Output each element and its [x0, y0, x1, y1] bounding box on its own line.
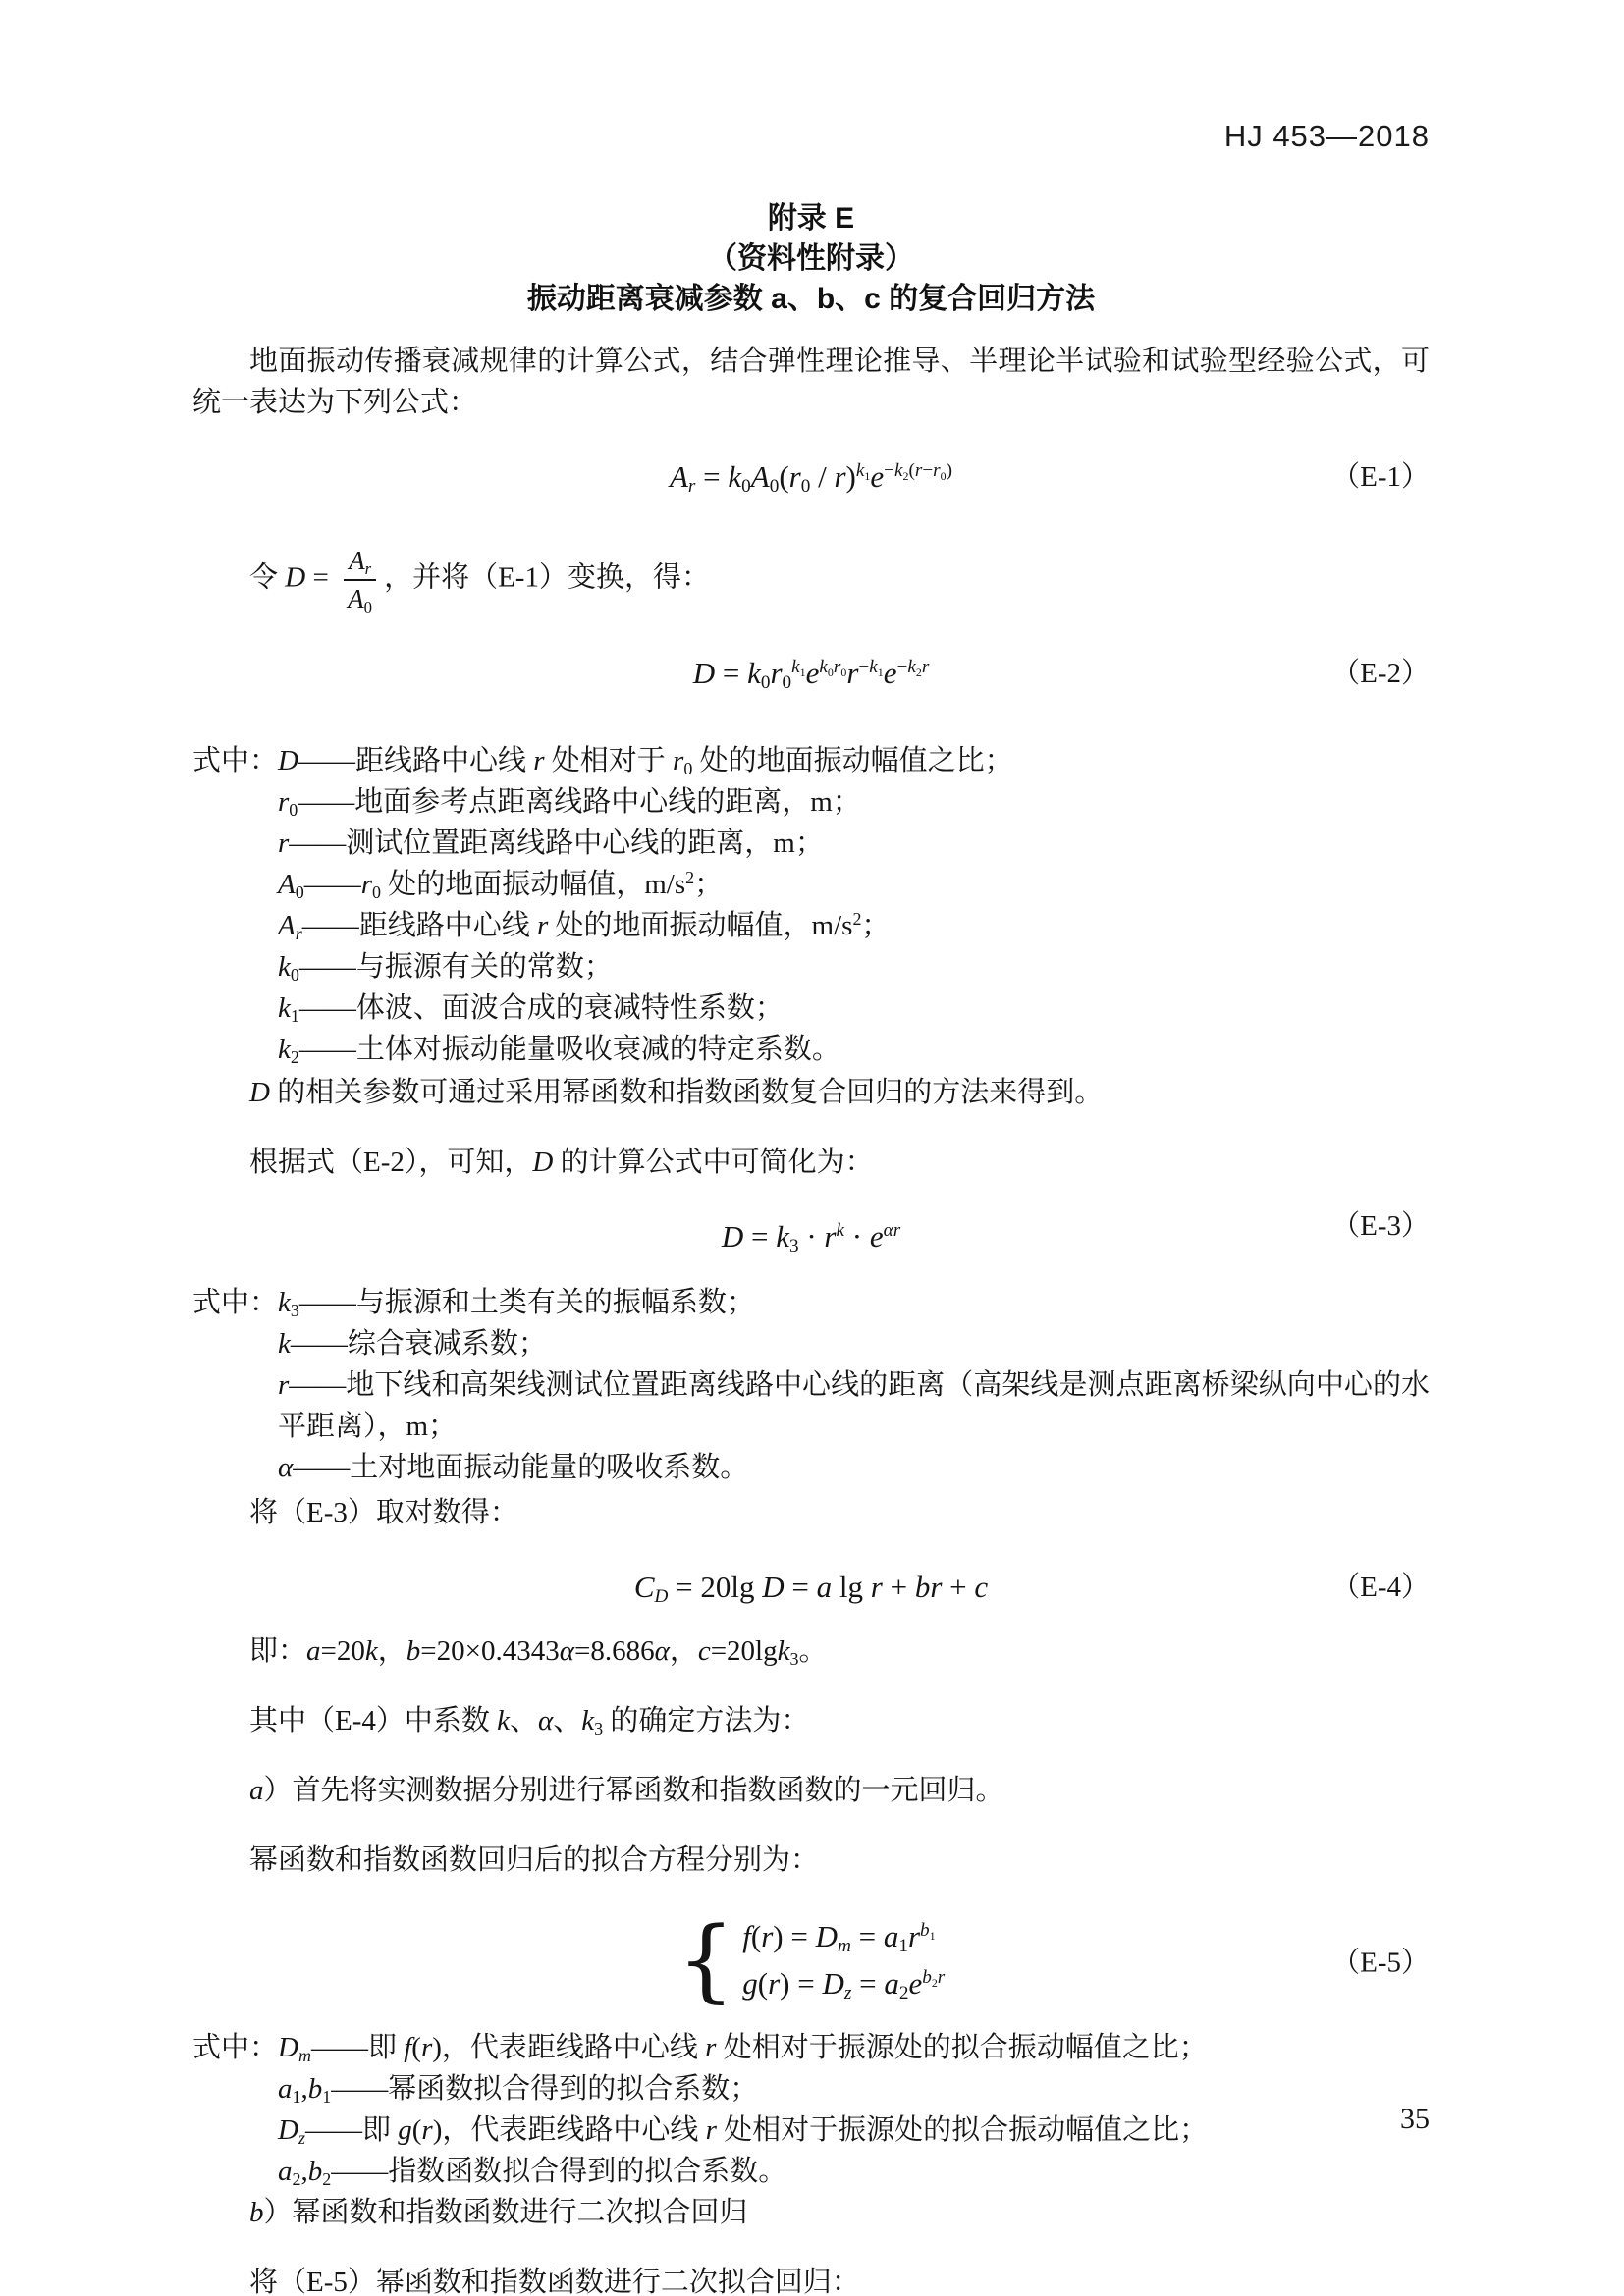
- appendix-subtitle: （资料性附录）: [708, 242, 914, 275]
- def-desc: 即 f(r)，代表距线路中心线 r 处相对于振源处的拟合振动幅值之比；: [367, 2032, 1208, 2063]
- def-dash: ——: [298, 992, 356, 1024]
- appendix-title: 附录 E: [767, 202, 855, 235]
- definition-item-k3: [192, 1282, 1430, 1323]
- formula-e5: [192, 1909, 1430, 2011]
- definition-item-Dz: [192, 2109, 1430, 2151]
- def-dash: ——: [310, 2032, 368, 2063]
- def-term: $k_2$: [278, 1034, 299, 1068]
- def-term: r: [278, 1369, 290, 1401]
- formula-e3: [192, 1211, 1430, 1262]
- formula-e4-label: （E-4）: [1331, 1572, 1430, 1603]
- paragraph-step-b: b）幂函数和指数函数进行二次拟合回归: [249, 2197, 748, 2228]
- def-desc: $r_0$ 处的地面振动幅值，$m/s^2$；: [360, 868, 724, 903]
- def-dash: ——: [301, 910, 359, 941]
- def-dash: ——: [298, 1287, 356, 1318]
- formula-e2: [192, 648, 1430, 699]
- page-content: [192, 0, 1430, 2296]
- def-desc: 指数函数拟合得到的拟合系数。: [388, 2156, 787, 2187]
- paragraph-qizhong: 其中（E-4）中系数 k、α、$k_3$ 的确定方法为：: [249, 1705, 810, 1739]
- def-desc: 地下线和高架线测试位置距离线路中心线的距离（高架线是测点距离桥梁纵向中心的水平距离），m；: [278, 1369, 1430, 1442]
- appendix-heading: 振动距离衰减参数 a、b、c 的复合回归方法: [526, 283, 1096, 315]
- def-term: D: [278, 745, 298, 776]
- def-dash: ——: [331, 2073, 389, 2105]
- definition-list-e2: [192, 740, 1430, 1070]
- definition-item-A0: [192, 864, 1430, 905]
- def-term: $k_3$: [278, 1287, 299, 1321]
- formula-e1: [192, 452, 1430, 503]
- def-desc: 距线路中心线 r 处的地面振动幅值，$m/s^2$；: [358, 909, 891, 941]
- formula-e4: [192, 1562, 1430, 1613]
- def-desc: 与振源有关的常数；: [355, 951, 613, 983]
- definition-item-k: [192, 1323, 1430, 1364]
- def-prefix: 式中：: [192, 745, 279, 776]
- def-term: $k_1$: [278, 992, 299, 1027]
- def-desc: 即 g(r)，代表距线路中心线 r 处相对于振源处的拟合振动幅值之比；: [361, 2114, 1209, 2146]
- page-number: 35: [1400, 2103, 1430, 2135]
- def-dash: ——: [304, 2114, 362, 2146]
- def-dash: ——: [298, 951, 356, 983]
- formula-e5-group: [677, 1909, 946, 2011]
- formula-e5-line2: $g(r) = D_z = a_2e^{b_2r}$: [742, 1966, 946, 2004]
- def-term: r: [278, 828, 290, 859]
- def-desc: 土对地面振动能量的吸收系数。: [350, 1452, 749, 1483]
- brace-icon: {: [677, 1907, 735, 2012]
- transform-line-text: 令 D = $\frac{A_r}{A_0}$ ，并将（E-1）变换，得：: [249, 546, 710, 616]
- def-term: $a_2,b_2$: [278, 2156, 332, 2190]
- formula-e2-math: $D = k_0r_0^{k_1}e^{k_0r_0}r^{-k_1}e^{-k_2r}$: [692, 656, 930, 694]
- def-desc: 地面参考点距离线路中心线的距离，m；: [354, 786, 861, 818]
- definition-item-k0: [192, 946, 1430, 988]
- paragraph-ji: 即：a=20k，b=20×0.4343α=8.686α，c=20lgk$_3$。: [249, 1635, 828, 1670]
- definition-item-a1b1: [192, 2068, 1430, 2109]
- def-dash: ——: [289, 1369, 347, 1401]
- definition-item-r0: [192, 781, 1430, 823]
- def-term: $A_0$: [278, 869, 304, 903]
- definition-item-k2: [192, 1029, 1430, 1070]
- formula-e5-line1: $f(r) = D_m = a_1r^{b_1}$: [742, 1919, 936, 1957]
- formula-e5-label: （E-5）: [1331, 1947, 1430, 1979]
- def-dash: ——: [290, 1328, 348, 1360]
- def-term: $D_z$: [278, 2114, 305, 2149]
- appendix-title-block: [192, 198, 1430, 319]
- def-dash: ——: [298, 786, 355, 818]
- def-term: $D_m$: [278, 2032, 311, 2066]
- def-dash: ——: [293, 1452, 351, 1483]
- def-term: $k_0$: [278, 951, 299, 986]
- paragraph-intro: 地面振动传播衰减规律的计算公式，结合弹性理论推导、半理论半试验和试验型经验公式，可统一表达为下列公式：: [192, 346, 1430, 418]
- formula-e3-label: （E-3）: [1331, 1209, 1430, 1242]
- formula-e3-math: $D = k_3 \cdot r^k \cdot e^{\alpha r}$: [721, 1219, 901, 1257]
- formula-e2-label: （E-2）: [1331, 658, 1430, 689]
- definition-item-k1: [192, 988, 1430, 1029]
- def-desc: 土体对振动能量吸收衰减的特定系数。: [355, 1034, 840, 1065]
- def-dash: ——: [303, 869, 361, 900]
- definition-item-r: [192, 823, 1430, 864]
- standard-number: HJ 453—2018: [1223, 119, 1430, 153]
- def-prefix: 式中：: [192, 2032, 279, 2063]
- def-dash: ——: [289, 828, 347, 859]
- def-term: $r_0$: [278, 786, 298, 821]
- def-term: α: [278, 1452, 294, 1483]
- definition-list-e3: [192, 1282, 1430, 1488]
- paragraph-simplify: 根据式（E-2），可知，D 的计算公式中可简化为：: [249, 1147, 874, 1178]
- def-term: $A_r$: [278, 910, 302, 944]
- definition-list-e5: [192, 2027, 1430, 2192]
- paragraph-step-a: a）首先将实测数据分别进行幂函数和指数函数的一元回归。: [249, 1775, 1004, 1806]
- definition-item-a2b2: [192, 2151, 1430, 2192]
- def-dash: ——: [298, 745, 355, 776]
- definition-item-Ar: [192, 905, 1430, 946]
- def-term: $a_1,b_1$: [278, 2073, 332, 2108]
- paragraph-d-params: D 的相关参数可通过采用幂函数和指数函数复合回归的方法来得到。: [249, 1077, 1104, 1108]
- def-desc: 体波、面波合成的衰减特性系数；: [355, 992, 784, 1024]
- definition-item-Dm: [192, 2027, 1430, 2068]
- def-desc: 幂函数拟合得到的拟合系数；: [388, 2073, 759, 2105]
- def-dash: ——: [331, 2156, 389, 2187]
- paragraph-last: 将（E-5）幂函数和指数函数进行二次拟合回归：: [249, 2267, 860, 2296]
- formula-e5-stack: [742, 1913, 945, 2007]
- paragraph-take-log: 将（E-3）取对数得：: [249, 1497, 518, 1528]
- definition-item-r-e3: [192, 1364, 1430, 1447]
- formula-e1-math: $A_r = k_0A_0(r_0 / r)^{k_1}e^{-k_2(r-r_0)}$: [669, 459, 953, 498]
- def-term: k: [278, 1328, 291, 1360]
- def-desc: 距线路中心线 r 处相对于 $r_0$ 处的地面振动幅值之比；: [354, 745, 1013, 779]
- paragraph-transform: [192, 542, 1430, 618]
- formula-e4-math: $C_D = 20\lg$ D = a lg r + br + c: [633, 1570, 989, 1608]
- def-desc: 综合衰减系数；: [347, 1328, 547, 1360]
- definition-item-D: [192, 740, 1430, 781]
- definition-item-alpha: [192, 1447, 1430, 1488]
- def-desc: 测试位置距离线路中心线的距离，m；: [346, 828, 824, 859]
- def-desc: 与振源和土类有关的振幅系数；: [355, 1287, 755, 1318]
- def-dash: ——: [298, 1034, 356, 1065]
- paragraph-fit-equations: 幂函数和指数函数回归后的拟合方程分别为：: [249, 1844, 820, 1876]
- formula-e1-label: （E-1）: [1331, 461, 1430, 493]
- def-prefix: 式中：: [192, 1287, 279, 1318]
